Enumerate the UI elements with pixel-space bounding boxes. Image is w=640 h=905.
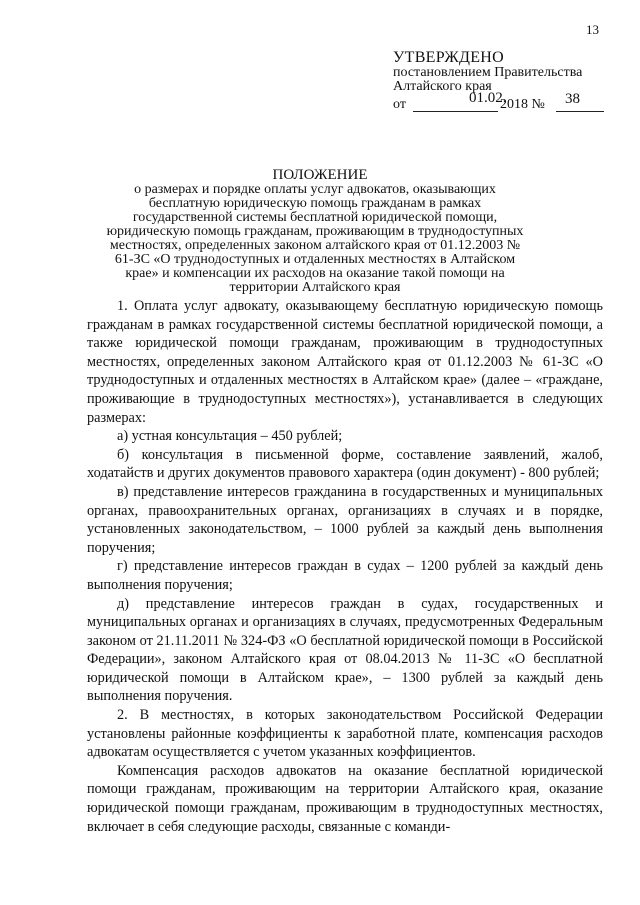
item-v: в) представление интересов гражданина в государственных и муниципальных органах, правоохранительных органах, организациях в случаях и в порядке, установленных законодательством, – 1000 рублей за каждый день выполнения поручения; bbox=[87, 483, 603, 556]
approval-title: УТВЕРЖДЕНО bbox=[393, 49, 505, 66]
page-number: 13 bbox=[586, 22, 599, 37]
approval-date: 01.02. bbox=[469, 90, 507, 106]
item-d: д) представление интересов граждан в судах, государственных и муниципальных органах и организациях в случаях, предусмотренных Федеральным законом от 21.11.2011 № 324-ФЗ «О бесплатной юридической помощи в Российской Федерации», законом Алтайского края от 08.04.2013 № 11-ЗС «О бесплатной юридической помощи в Алтайском крае», – 1300 рублей за каждый день выполнения поручения. bbox=[87, 595, 603, 705]
item-g: г) представление интересов граждан в судах – 1200 рублей за каждый день выполнения поручения; bbox=[87, 558, 603, 593]
document-body bbox=[87, 297, 603, 836]
approval-date-row bbox=[393, 90, 613, 112]
paragraph-1: 1. Оплата услуг адвокату, оказывающему бесплатную юридическую помощь гражданам в рамках государственной системы бесплатной юридической помощи, а также юридической помощи гражданам, проживающим в труднодоступных местностях, определенных законом Алтайского края от 01.12.2003 № 61-ЗС «О труднодоступных и отдаленных местностях в Алтайском крае» (далее – «граждане, проживающие в труднодоступных местностях»), устанавливается в следующих размерах: bbox=[87, 298, 603, 426]
item-a: а) устная консультация – 450 рублей; bbox=[117, 428, 343, 445]
document-title: ПОЛОЖЕНИЕ bbox=[272, 167, 368, 183]
document-subtitle: о размерах и порядке оплаты услуг адвокатов, оказывающих бесплатную юридическую помощь гражданам в рамках государственной системы бесплатной юридической помощи, юридическую помощь гражданам, проживающим в труднодоступных местностях, определенных законом алтайского края от 01.12.2003 № 61-ЗС «О труднодоступных и отдаленных местностях в Алтайском крае» и компенсации их расходов на оказание такой помощи на территории Алтайского края bbox=[106, 182, 524, 295]
item-b: б) консультация в письменной форме, составление заявлений, жалоб, ходатайств и других документов правового характера (один документ) - 800 рублей; bbox=[87, 446, 603, 482]
date-underline bbox=[413, 111, 498, 112]
paragraph-2: 2. В местностях, в которых законодательством Российской Федерации установлены районные коэффициенты к заработной плате, компенсация расходов адвокатам осуществляется с учетом указанных коэффициентов. bbox=[87, 707, 603, 761]
approval-line-2: Алтайского края bbox=[393, 79, 492, 94]
paragraph-compensation: Компенсация расходов адвокатов на оказание бесплатной юридической помощи гражданам, проживающим на территории Алтайского края, оказание юридической помощи гражданам, проживающим в труднодоступных местностях, включает в себя следующие расходы, связанные с команди- bbox=[87, 762, 603, 835]
approval-line-1: постановлением Правительства bbox=[393, 65, 583, 80]
approval-number: 38 bbox=[565, 91, 580, 107]
approval-year-number-label: 2018 № bbox=[500, 97, 545, 112]
approval-ot: от bbox=[393, 97, 406, 112]
approval-stamp bbox=[393, 50, 613, 112]
number-underline bbox=[556, 111, 604, 112]
